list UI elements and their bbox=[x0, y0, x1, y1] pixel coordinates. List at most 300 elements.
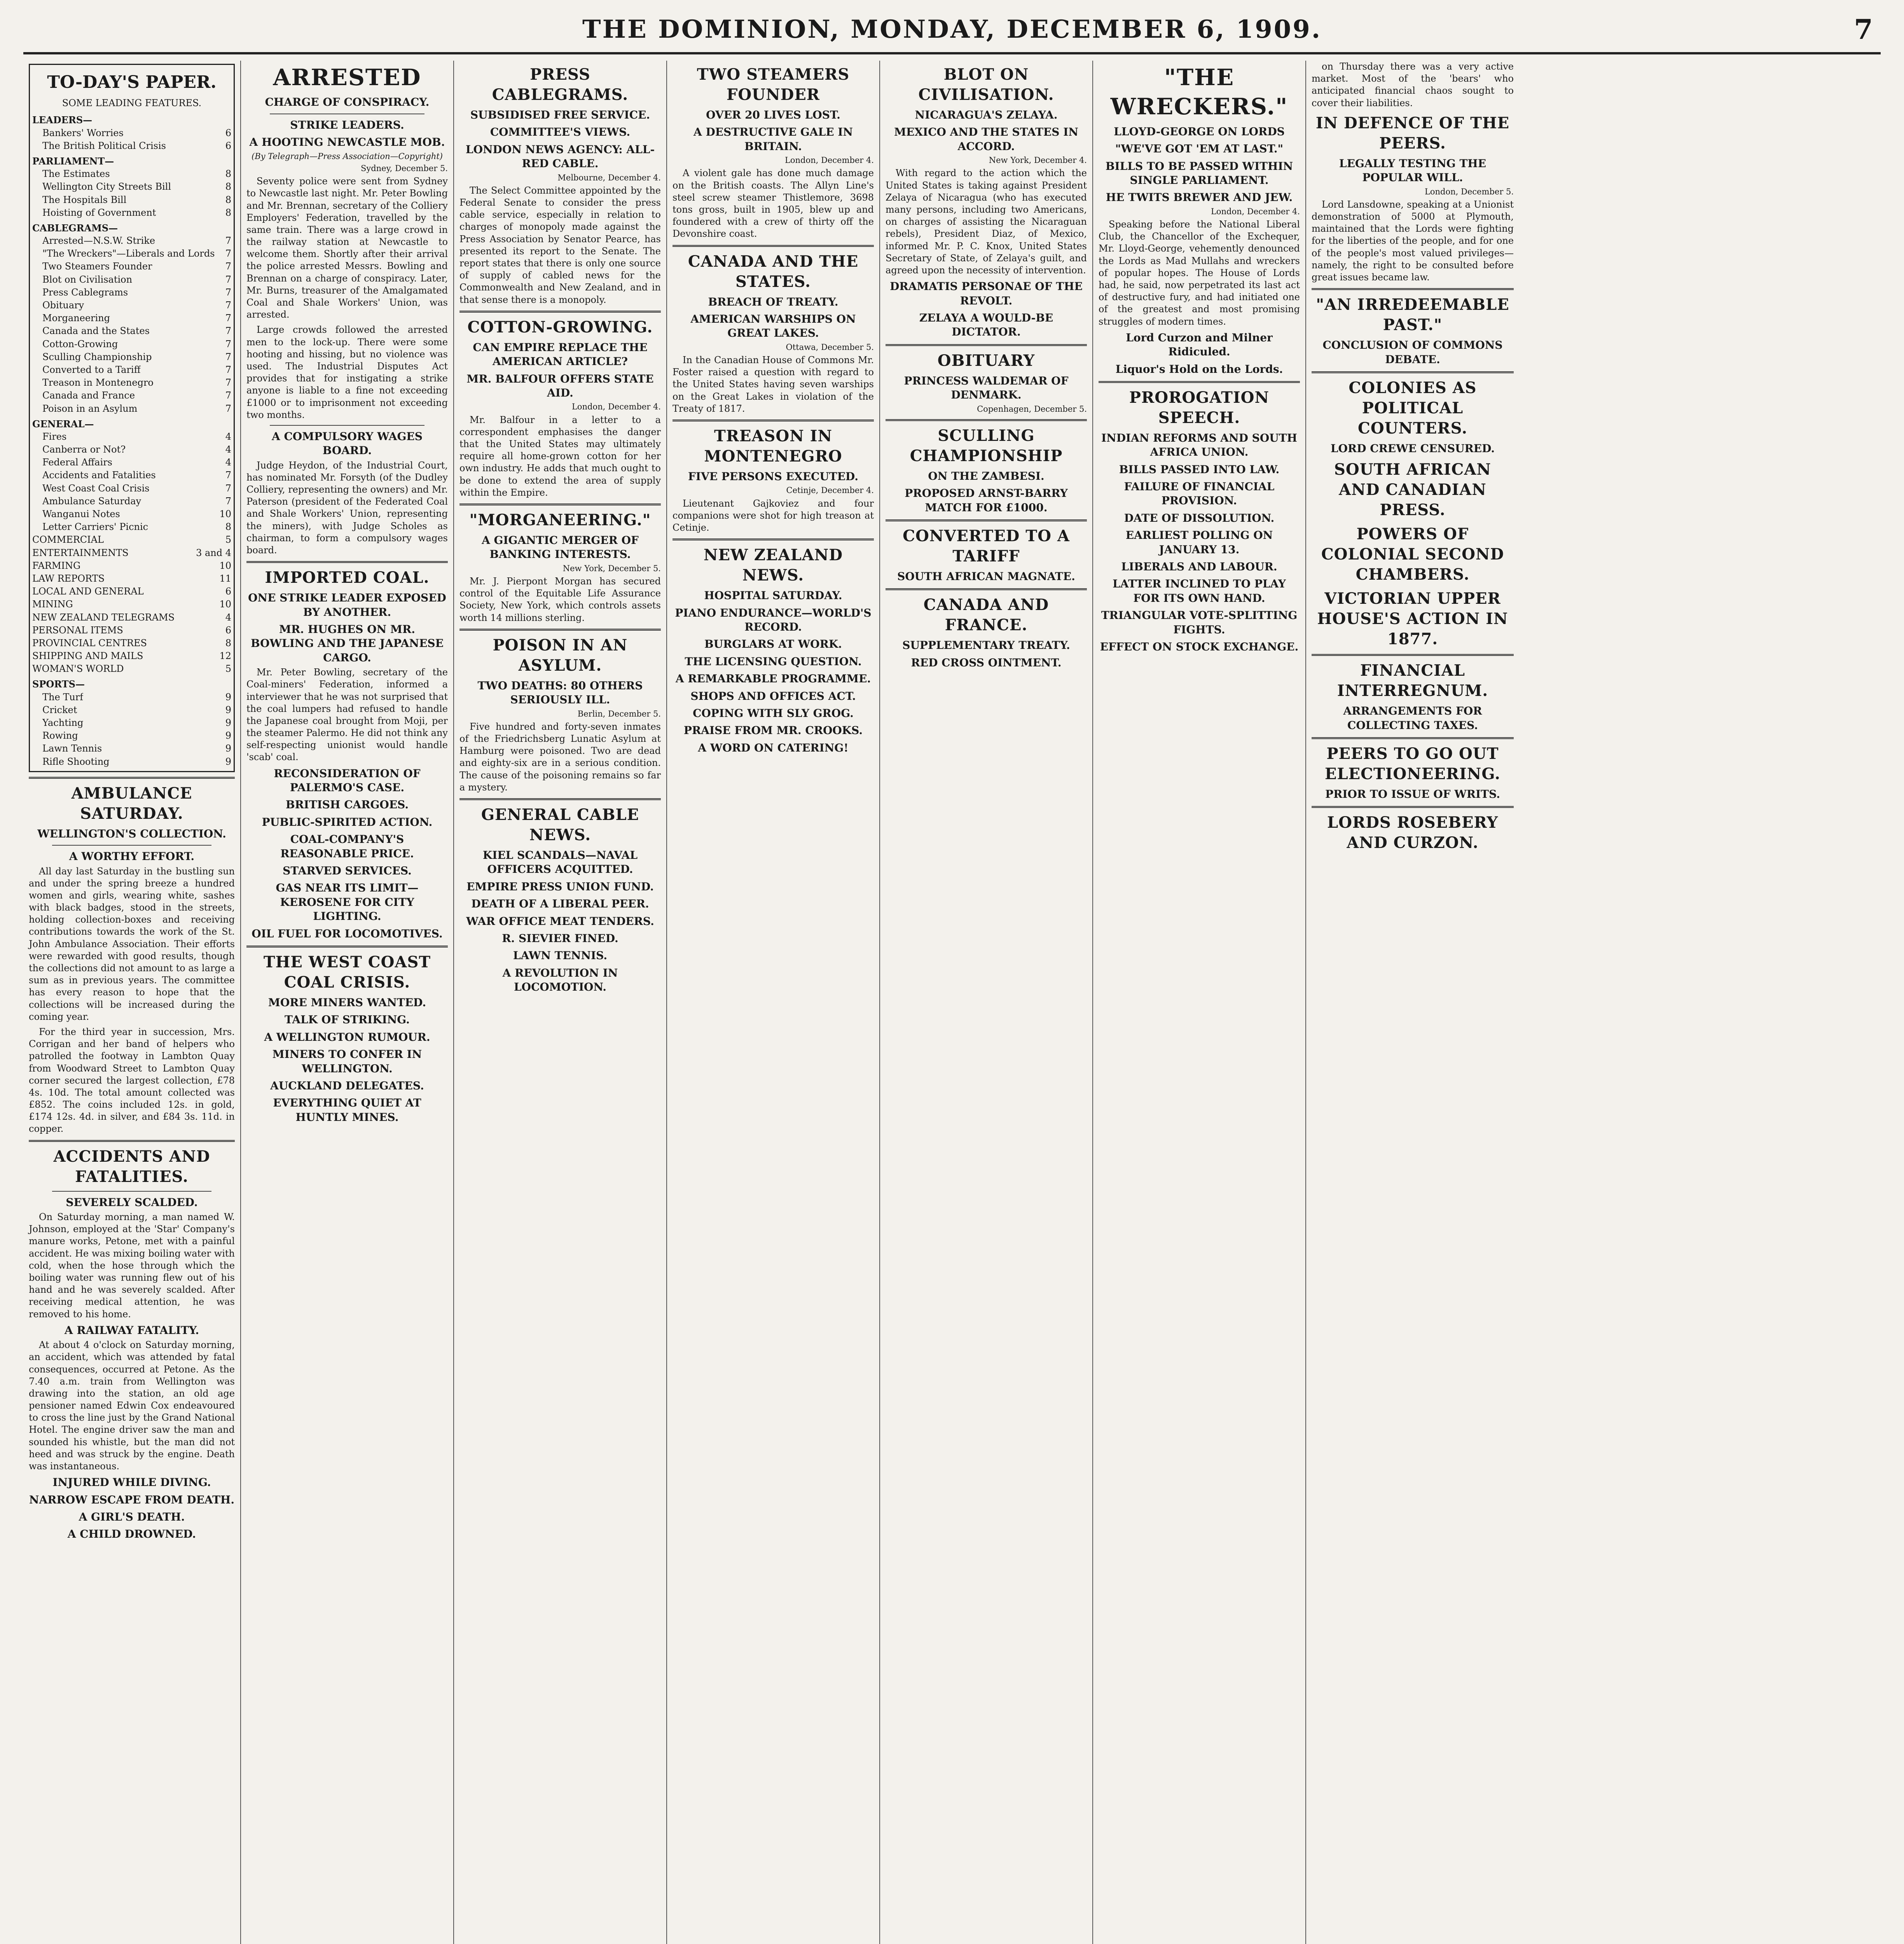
toc-item-page: 9 bbox=[225, 730, 231, 741]
toc-item-name: Poison in an Asylum bbox=[42, 403, 138, 414]
wages-board-subhead: A COMPULSORY WAGES BOARD. bbox=[272, 430, 423, 457]
arrested-subhead-2: STRIKE LEADERS. bbox=[290, 118, 404, 131]
toc-item-name: Wanganui Notes bbox=[42, 509, 120, 519]
toc-group-label: GENERAL— bbox=[32, 418, 94, 430]
accidents-subhead: SEVERELY SCALDED. bbox=[66, 1196, 198, 1209]
dateline: New York, December 5. bbox=[562, 563, 661, 573]
toc-item-name: Wellington City Streets Bill bbox=[42, 181, 171, 192]
toc-group-label: PARLIAMENT— bbox=[32, 155, 114, 167]
arrested-subhead-3: A HOOTING NEWCASTLE MOB. bbox=[249, 136, 445, 149]
zelaya-subhead: ZELAYA A WOULD-BE DICTATOR. bbox=[919, 311, 1053, 339]
wreckers-subhead-2: "WE'VE GOT 'EM AT LAST." bbox=[1115, 142, 1284, 156]
toc-item-name: Fires bbox=[42, 431, 67, 442]
toc-item-page: 8 bbox=[225, 521, 231, 533]
toc-row bbox=[32, 168, 231, 180]
dateline: London, December 5. bbox=[1424, 187, 1514, 196]
blot-subhead: NICARAGUA'S ZELAYA. bbox=[915, 108, 1058, 121]
toc-item-page: 10 bbox=[219, 509, 231, 519]
red-cross-subhead: RED CROSS OINTMENT. bbox=[911, 656, 1062, 669]
dissolution-subhead: DATE OF DISSOLUTION. bbox=[1124, 511, 1275, 524]
toc-item-name: Accidents and Fatalities bbox=[42, 470, 156, 481]
toc-item-page: 7 bbox=[225, 248, 231, 259]
wreckers-subhead-3: BILLS TO BE PASSED WITHIN SINGLE PARLIAMENT. bbox=[1105, 159, 1293, 187]
canada-states-headline: CANADA AND THE STATES. bbox=[688, 252, 859, 291]
toc-item-page: 8 bbox=[225, 207, 231, 218]
toc-row bbox=[32, 312, 231, 324]
column-3 bbox=[454, 61, 667, 1944]
divider bbox=[459, 629, 661, 631]
toc-row bbox=[32, 390, 231, 402]
kiel-subhead: KIEL SCANDALS—NAVAL OFFICERS ACQUITTED. bbox=[482, 848, 638, 876]
general-cable-headline: GENERAL CABLE NEWS. bbox=[481, 805, 639, 844]
montenegro-text: Lieutenant Gajkoviez and four companions were shot for high treason at Cetinje. bbox=[673, 498, 874, 533]
toc-item-page: 7 bbox=[225, 483, 231, 494]
toc-item-page: 10 bbox=[219, 599, 231, 610]
toc-item-page: 9 bbox=[225, 743, 231, 754]
sievier-subhead: R. SIEVIER FINED. bbox=[502, 932, 618, 945]
huntly-subhead: EVERYTHING QUIET AT HUNTLY MINES. bbox=[273, 1096, 421, 1124]
dramatis-subhead: DRAMATIS PERSONAE OF THE REVOLT. bbox=[890, 280, 1083, 307]
dateline: New York, December 4. bbox=[989, 156, 1087, 165]
own-hand-subhead: LATTER INCLINED TO PLAY FOR ITS OWN HAND. bbox=[1113, 577, 1286, 605]
catering-subhead: A WORD ON CATERING! bbox=[698, 741, 849, 754]
divider bbox=[886, 419, 1087, 421]
toc-item-name: FARMING bbox=[32, 560, 81, 571]
cotton-subhead-2: MR. BALFOUR OFFERS STATE AID. bbox=[466, 372, 654, 399]
toc-row bbox=[32, 235, 231, 247]
divider bbox=[459, 798, 661, 800]
divider bbox=[1312, 737, 1514, 739]
toc-item-page: 4 bbox=[225, 457, 231, 468]
british-cargoes-subhead: BRITISH CARGOES. bbox=[285, 798, 409, 811]
toc-item-page: 5 bbox=[225, 663, 231, 675]
imported-coal-text: Mr. Peter Bowling, secretary of the Coal-miners' Federation, informed a interviewer that he was not surprised that the coal lumpers had refused to handle the Japanese coal brought from Moji, per the steamer Palermo. He did not think any self-respecting unionist would handle 'scab' coal. bbox=[246, 667, 448, 763]
poison-text: Five hundred and forty-seven inmates of the Friedrichsberg Lunatic Asylum at Hamburg were poisoned. Two are dead and eighty-six are in a serious condition. The cause of the poisoning remains so far a mystery. bbox=[459, 721, 661, 793]
toc-row bbox=[32, 364, 231, 376]
dateline: Melbourne, December 4. bbox=[557, 173, 661, 182]
wreckers-headline: "THE WRECKERS." bbox=[1110, 64, 1288, 120]
morganeering-headline: "MORGANEERING." bbox=[469, 510, 651, 529]
financial-failure-subhead: FAILURE OF FINANCIAL PROVISION. bbox=[1124, 480, 1275, 507]
cotton-text: Mr. Balfour in a letter to a correspondent emphasises the danger that the United States may ultimately require all home-grown cotton for her own industry. He adds that much ought to be done to extend the area of supply within the Empire. bbox=[459, 414, 661, 498]
blot-subhead-2: MEXICO AND THE STATES IN ACCORD. bbox=[894, 126, 1078, 153]
imported-coal-subhead: ONE STRIKE LEADER EXPOSED BY ANOTHER. bbox=[248, 591, 446, 619]
sly-grog-subhead: COPING WITH SLY GROG. bbox=[693, 706, 854, 720]
toc-row bbox=[32, 338, 231, 350]
toc-item-name: MINING bbox=[32, 599, 73, 610]
steamers-subhead-2: A DESTRUCTIVE GALE IN BRITAIN. bbox=[693, 126, 853, 153]
rumour-subhead: A WELLINGTON RUMOUR. bbox=[264, 1030, 430, 1044]
toc-item-name: COMMERCIAL bbox=[32, 534, 104, 545]
column-7 bbox=[1306, 61, 1519, 1944]
toc-row bbox=[32, 181, 231, 193]
curzon-subhead: Lord Curzon and Milner Ridiculed. bbox=[1126, 331, 1273, 358]
toc-item-page: 8 bbox=[225, 637, 231, 649]
toc-item-page: 7 bbox=[225, 313, 231, 324]
canada-france-subhead: SUPPLEMENTARY TREATY. bbox=[902, 639, 1070, 652]
toc-row bbox=[32, 248, 231, 260]
dateline: Berlin, December 5. bbox=[577, 709, 661, 719]
arrested-headline: ARRESTED bbox=[273, 64, 421, 91]
triangular-subhead: TRIANGULAR VOTE-SPLITTING FIGHTS. bbox=[1101, 609, 1298, 636]
accidents-subhead-6: A CHILD DROWNED. bbox=[67, 1528, 196, 1541]
ambulance-headline: AMBULANCE SATURDAY. bbox=[71, 784, 192, 823]
imported-coal-headline: IMPORTED COAL. bbox=[265, 568, 430, 587]
toc-item-name: Morganeering bbox=[42, 313, 110, 324]
piano-subhead: PIANO ENDURANCE—WORLD'S RECORD. bbox=[675, 606, 872, 634]
toc-item-page: 7 bbox=[225, 300, 231, 311]
toc-item-page: 12 bbox=[219, 650, 231, 662]
sa-press-headline: SOUTH AFRICAN AND CANADIAN PRESS. bbox=[1334, 460, 1491, 519]
toc-row bbox=[32, 756, 231, 768]
ambulance-subhead-2: A WORTHY EFFORT. bbox=[69, 850, 195, 863]
accidents-text: On Saturday morning, a man named W. Johnson, employed at the 'Star' Company's manure works, Petone, met with a painful accident. He was mixing boiling water with cold, when the hose through which the boiling water was running flew out of his hand and he was severely scalded. After receiving medical attention, he was removed to his home. bbox=[29, 1212, 235, 1320]
toc-item-name: Press Cablegrams bbox=[42, 287, 128, 298]
toc-item-page: 5 bbox=[225, 534, 231, 545]
masthead bbox=[23, 12, 1881, 54]
masthead-title: THE DOMINION, MONDAY, DECEMBER 6, 1909. bbox=[582, 14, 1322, 44]
accidents-headline: ACCIDENTS AND FATALITIES. bbox=[53, 1147, 210, 1186]
divider bbox=[246, 561, 448, 563]
tariff-subhead: SOUTH AFRICAN MAGNATE. bbox=[897, 570, 1075, 583]
press-cablegrams-headline: PRESS CABLEGRAMS. bbox=[492, 65, 629, 104]
nz-news-headline: NEW ZEALAND NEWS. bbox=[703, 546, 843, 585]
columns bbox=[23, 61, 1881, 1944]
toc-row bbox=[32, 624, 231, 636]
column-2 bbox=[241, 61, 454, 1944]
victorian-headline: VICTORIAN UPPER HOUSE'S ACTION IN 1877. bbox=[1317, 589, 1508, 649]
toc-row bbox=[32, 325, 231, 337]
public-spirited-subhead: PUBLIC-SPIRITED ACTION. bbox=[262, 815, 433, 829]
divider bbox=[1312, 288, 1514, 290]
toc-item-name: Canada and France bbox=[42, 390, 135, 401]
toc-item-page: 9 bbox=[225, 691, 231, 703]
divider bbox=[1312, 654, 1514, 656]
divider bbox=[1312, 806, 1514, 808]
taxes-subhead: ARRANGEMENTS FOR COLLECTING TAXES. bbox=[1343, 705, 1482, 732]
toc-item-name: Canberra or Not? bbox=[42, 444, 126, 455]
wages-board-text: Judge Heydon, of the Industrial Court, has nominated Mr. Forsyth (of the Dudley Colliery, representing the owners) and Mr. Paterson (president of the Federated Coal and Shale Workers' Union, representing the miners), with Judge Scholes as chairman, to form a compulsory wages board. bbox=[246, 460, 448, 556]
toc-item-name: Rifle Shooting bbox=[42, 756, 110, 767]
toc-item-page: 6 bbox=[225, 624, 231, 636]
wreckers-subhead: LLOYD-GEORGE ON LORDS bbox=[1114, 125, 1285, 138]
second-chambers-headline: POWERS OF COLONIAL SECOND CHAMBERS. bbox=[1321, 525, 1504, 584]
arrested-text: Seventy police were sent from Sydney to Newcastle last night. Mr. Peter Bowling and Mr. Brennan, secretary of the Colliery Employers' Federation, travelled by the same train. There was a large crowd in the railway station at Newcastle to welcome them. Shortly after their arrival the police arrested Messrs. Bowling and Brennan on a charge of conspiracy. Later, Mr. Burns, treasurer of the Amalgamated Coal and Shale Workers' Union, was arrested. bbox=[246, 176, 448, 320]
toc-item-page: 8 bbox=[225, 168, 231, 180]
montenegro-headline: TREASON IN MONTENEGRO bbox=[704, 427, 842, 465]
column-6 bbox=[1093, 61, 1306, 1944]
credit-line: (By Telegraph—Press Association—Copyright) bbox=[252, 151, 443, 161]
poison-headline: POISON IN AN ASYLUM. bbox=[493, 636, 628, 675]
toc-item-name: Lawn Tennis bbox=[42, 743, 102, 754]
talk-striking-subhead: TALK OF STRIKING. bbox=[285, 1013, 410, 1026]
toc-group-label: SPORTS— bbox=[32, 678, 85, 690]
toc-row bbox=[32, 743, 231, 755]
palermo-subhead: RECONSIDERATION OF PALERMO'S CASE. bbox=[274, 767, 421, 794]
toc-item-page: 7 bbox=[225, 287, 231, 298]
toc-item-page: 7 bbox=[225, 235, 231, 246]
column-5 bbox=[880, 61, 1093, 1944]
poison-subhead: TWO DEATHS: 80 OTHERS SERIOUSLY ILL. bbox=[477, 679, 643, 706]
toc-item-page: 7 bbox=[225, 470, 231, 481]
toc-row bbox=[32, 704, 231, 716]
continued-text: on Thursday there was a very active market. Most of the 'bears' who anticipated financial chaos sought to cover their liabilities. bbox=[1312, 61, 1514, 108]
wreckers-text: Speaking before the National Liberal Club, the Chancellor of the Exchequer, Mr. Lloyd-George, vehemently denounced the Lords as Mad Mullahs and wreckers of popular hopes. The House of Lords had, he said, now perpetrated its last act of destructive fury, and had initiated one of the greatest and most promising struggles of modern times. bbox=[1099, 219, 1300, 327]
morganeering-text: Mr. J. Pierpont Morgan has secured control of the Equitable Life Assurance Society, New York, which controls assets worth 14 millions sterling. bbox=[459, 575, 661, 623]
column-1 bbox=[23, 61, 241, 1944]
toc-item-page: 7 bbox=[225, 325, 231, 337]
press-subhead-2: COMMITTEE'S VIEWS. bbox=[490, 126, 631, 139]
toc-item-page: 8 bbox=[225, 194, 231, 205]
liberals-labour-subhead: LIBERALS AND LABOUR. bbox=[1121, 560, 1277, 573]
defence-peers-headline: IN DEFENCE OF THE PEERS. bbox=[1315, 114, 1510, 152]
liquor-subhead: Liquor's Hold on the Lords. bbox=[1115, 362, 1283, 376]
prorogation-headline: PROROGATION SPEECH. bbox=[1129, 388, 1270, 427]
toc-row bbox=[32, 586, 231, 598]
toc-row bbox=[32, 194, 231, 206]
toc-group-label: CABLEGRAMS— bbox=[32, 222, 118, 234]
colonies-headline: COLONIES AS POLITICAL COUNTERS. bbox=[1349, 378, 1477, 437]
morganeering-subhead: A GIGANTIC MERGER OF BANKING INTERESTS. bbox=[482, 533, 639, 561]
meat-tenders-subhead: WAR OFFICE MEAT TENDERS. bbox=[466, 914, 654, 928]
blot-text: With regard to the action which the United States is taking against President Zelaya of Nicaragua (who has executed many persons, including two Americans, on charges of assisting the Nicaraguan rebels), President Diaz, of Mexico, informed Mr. P. C. Knox, United States Secretary of State, of Zelaya's guilt, and agreed upon the necessity of intervention. bbox=[886, 168, 1087, 276]
toc-item-page: 7 bbox=[225, 261, 231, 272]
bills-passed-subhead: BILLS PASSED INTO LAW. bbox=[1119, 463, 1280, 476]
dateline: London, December 4. bbox=[1211, 206, 1300, 216]
steamers-text: A violent gale has done much damage on the British coasts. The Allyn Line's steel screw steamer Thistlemore, 3698 tons gross, built in 1905, blew up and foundered with a crew of thirty off the Devonshire coast. bbox=[673, 168, 874, 240]
toc-item-page: 7 bbox=[225, 377, 231, 388]
toc-item-name: The Hospitals Bill bbox=[42, 194, 127, 205]
toc-item-name: Converted to a Tariff bbox=[42, 364, 141, 375]
toc-item-page: 7 bbox=[225, 495, 231, 507]
todays-paper-subtitle: SOME LEADING FEATURES. bbox=[62, 98, 202, 109]
column-4 bbox=[667, 61, 880, 1944]
toc-item-name: Obituary bbox=[42, 300, 84, 311]
arrested-text-2: Large crowds followed the arrested men to the lock-up. There were some hooting and hissing, but no violence was used. The Industrial Disputes Act provides that for instigating a strike anyone is liable to a fine not exceeding £1000 or to imprisonment not exceeding two months. bbox=[246, 324, 448, 420]
toc-row bbox=[32, 534, 231, 546]
toc-item-page: 4 bbox=[225, 612, 231, 623]
montenegro-subhead: FIVE PERSONS EXECUTED. bbox=[688, 470, 858, 483]
toc-item-page: 6 bbox=[225, 140, 231, 151]
toc-row bbox=[32, 612, 231, 624]
ambulance-subhead: WELLINGTON'S COLLECTION. bbox=[37, 827, 226, 840]
licensing-subhead: THE LICENSING QUESTION. bbox=[685, 655, 862, 668]
toc-row bbox=[32, 274, 231, 286]
toc-item-name: The Turf bbox=[42, 691, 84, 703]
toc-item-page: 6 bbox=[225, 586, 231, 597]
toc-item-page: 7 bbox=[225, 403, 231, 414]
divider bbox=[886, 519, 1087, 521]
writs-subhead: PRIOR TO ISSUE OF WRITS. bbox=[1325, 788, 1500, 801]
steamers-subhead: OVER 20 LIVES LOST. bbox=[706, 108, 840, 121]
commons-debate-subhead: CONCLUSION OF COMMONS DEBATE. bbox=[1322, 339, 1503, 366]
lawn-tennis-subhead: LAWN TENNIS. bbox=[513, 949, 608, 962]
toc-row bbox=[32, 508, 231, 520]
toc-item-name: Letter Carriers' Picnic bbox=[42, 521, 148, 533]
toc-row bbox=[32, 483, 231, 495]
toc-row bbox=[32, 560, 231, 572]
obituary-subhead: PRINCESS WALDEMAR OF DENMARK. bbox=[904, 374, 1069, 402]
toc-item-page: 9 bbox=[225, 756, 231, 767]
rule bbox=[52, 845, 211, 846]
toc-item-name: The British Political Crisis bbox=[42, 140, 166, 151]
toc-row bbox=[32, 663, 231, 675]
toc-item-name: Two Steamers Founder bbox=[42, 261, 152, 272]
wreckers-subhead-4: HE TWITS BREWER AND JEW. bbox=[1106, 191, 1293, 204]
toc-item-name: LAW REPORTS bbox=[32, 573, 105, 584]
press-text: The Select Committee appointed by the Federal Senate to consider the press cable service, especially in relation to charges of monopoly made against the Press Association by Senator Pearce, has presented its report to the Senate. The report states that there is only one source of supply of cabled news for the Commonwealth and New Zealand, and in that sense there is a monopoly. bbox=[459, 185, 661, 305]
toc-row bbox=[32, 299, 231, 311]
toc-item-page: 7 bbox=[225, 274, 231, 285]
crewe-subhead: LORD CREWE CENSURED. bbox=[1330, 442, 1495, 455]
toc-row bbox=[32, 127, 231, 139]
toc-item-page: 9 bbox=[225, 704, 231, 715]
toc-item-name: LOCAL AND GENERAL bbox=[32, 586, 144, 597]
divider bbox=[459, 503, 661, 505]
toc-item-name: Hoisting of Government bbox=[42, 207, 156, 218]
divider bbox=[886, 344, 1087, 346]
divider bbox=[1099, 381, 1300, 383]
toc-item-name: Treason in Montenegro bbox=[42, 377, 154, 388]
rosebery-curzon-headline: LORDS ROSEBERY AND CURZON. bbox=[1327, 813, 1499, 852]
canada-subhead: BREACH OF TREATY. bbox=[708, 295, 838, 308]
crooks-subhead: PRAISE FROM MR. CROOKS. bbox=[683, 724, 863, 737]
interregnum-headline: FINANCIAL INTERREGNUM. bbox=[1337, 661, 1488, 700]
divider bbox=[673, 538, 874, 540]
rule bbox=[270, 425, 424, 426]
todays-paper-box bbox=[29, 64, 235, 772]
toc-row bbox=[32, 521, 231, 533]
toc-row bbox=[32, 456, 231, 469]
press-union-subhead: EMPIRE PRESS UNION FUND. bbox=[466, 880, 654, 893]
rule bbox=[52, 1191, 211, 1192]
canada-text: In the Canadian House of Commons Mr. Foster raised a question with regard to the United States having seven warships on the Great Lakes in violation of the Treaty of 1817. bbox=[673, 355, 874, 414]
divider bbox=[246, 946, 448, 948]
toc-row bbox=[32, 207, 231, 219]
press-subhead: SUBSIDISED FREE SERVICE. bbox=[470, 108, 650, 121]
toc-row bbox=[32, 431, 231, 443]
gas-subhead: GAS NEAR ITS LIMIT—KEROSENE FOR CITY LIGHTING. bbox=[276, 881, 419, 923]
toc-item-name: WOMAN'S WORLD bbox=[32, 663, 124, 675]
toc-list bbox=[32, 114, 231, 767]
toc-row bbox=[32, 403, 231, 415]
toc-item-page: 11 bbox=[219, 573, 231, 584]
electioneering-headline: PEERS TO GO OUT ELECTIONEERING. bbox=[1325, 745, 1500, 783]
toc-row bbox=[32, 650, 231, 662]
hospital-subhead: HOSPITAL SATURDAY. bbox=[704, 589, 842, 602]
toc-row bbox=[32, 547, 231, 559]
sculling-subhead-2: PROPOSED ARNST-BARRY MATCH FOR £1000. bbox=[905, 487, 1068, 514]
divider bbox=[886, 588, 1087, 590]
stock-exchange-subhead: EFFECT ON STOCK EXCHANGE. bbox=[1100, 640, 1299, 653]
toc-item-name: Cotton-Growing bbox=[42, 338, 118, 350]
toc-row bbox=[32, 469, 231, 481]
locomotion-subhead: A REVOLUTION IN LOCOMOTION. bbox=[502, 966, 618, 994]
toc-item-name: Ambulance Saturday bbox=[42, 495, 141, 507]
toc-item-name: Sculling Championship bbox=[42, 351, 152, 362]
page-number: 7 bbox=[1854, 13, 1873, 45]
toc-item-page: 7 bbox=[225, 364, 231, 375]
dateline: London, December 4. bbox=[784, 156, 874, 165]
dateline: Copenhagen, December 5. bbox=[977, 404, 1087, 414]
divider bbox=[673, 245, 874, 247]
oil-fuel-subhead: OIL FUEL FOR LOCOMOTIVES. bbox=[252, 927, 443, 940]
toc-group-label: LEADERS— bbox=[32, 114, 93, 126]
toc-row bbox=[32, 287, 231, 299]
miners-confer-subhead: MINERS TO CONFER IN WELLINGTON. bbox=[272, 1048, 422, 1075]
arrested-subhead: CHARGE OF CONSPIRACY. bbox=[265, 96, 430, 109]
toc-item-page: 3 and 4 bbox=[196, 547, 231, 558]
auckland-delegates-subhead: AUCKLAND DELEGATES. bbox=[270, 1079, 424, 1092]
toc-item-page: 10 bbox=[219, 560, 231, 571]
programme-subhead: A REMARKABLE PROGRAMME. bbox=[675, 672, 871, 685]
canada-france-headline: CANADA AND FRANCE. bbox=[923, 596, 1049, 635]
toc-row bbox=[32, 495, 231, 507]
press-subhead-3: LONDON NEWS AGENCY: ALL-RED CABLE. bbox=[465, 143, 655, 170]
toc-item-name: NEW ZEALAND TELEGRAMS bbox=[32, 612, 175, 623]
divider bbox=[459, 311, 661, 313]
toc-item-name: Yachting bbox=[42, 717, 84, 728]
toc-item-name: Cricket bbox=[42, 704, 77, 715]
sculling-subhead: ON THE ZAMBESI. bbox=[928, 469, 1045, 483]
accidents-text-2: At about 4 o'clock on Saturday morning, an accident, which was attended by fatal consequences, occurred at Petone. As the 7.40 a.m. train from Wellington was drawing into the station, an old age pensioner named Edwin Cox endeavoured to cross the line just by the Grand National Hotel. The engine driver saw the man and sounded his whistle, but the man did not heed and was struck by the engine. Death was instantaneous. bbox=[29, 1339, 235, 1472]
steamers-headline: TWO STEAMERS FOUNDER bbox=[697, 65, 850, 104]
toc-row bbox=[32, 717, 231, 729]
toc-item-name: Federal Affairs bbox=[42, 457, 112, 468]
divider bbox=[1312, 371, 1514, 373]
irredeemable-headline: "AN IRREDEEMABLE PAST." bbox=[1316, 295, 1509, 334]
accidents-subhead-3: INJURED WHILE DIVING. bbox=[52, 1476, 211, 1489]
toc-item-name: Blot on Civilisation bbox=[42, 274, 133, 285]
todays-paper-title: TO-DAY'S PAPER. bbox=[47, 72, 217, 92]
cotton-subhead: CAN EMPIRE REPLACE THE AMERICAN ARTICLE? bbox=[473, 341, 648, 368]
shops-subhead: SHOPS AND OFFICES ACT. bbox=[690, 689, 856, 703]
accidents-subhead-2: A RAILWAY FATALITY. bbox=[64, 1323, 199, 1337]
tariff-headline: CONVERTED TO A TARIFF bbox=[903, 526, 1070, 565]
dateline: Cetinje, December 4. bbox=[786, 486, 874, 495]
toc-row bbox=[32, 260, 231, 273]
toc-item-name: PERSONAL ITEMS bbox=[32, 624, 123, 636]
toc-row bbox=[32, 598, 231, 610]
toc-item-name: ENTERTAINMENTS bbox=[32, 547, 129, 558]
toc-row bbox=[32, 140, 231, 152]
toc-row bbox=[32, 351, 231, 363]
divider bbox=[673, 420, 874, 421]
toc-row bbox=[32, 637, 231, 649]
toc-row bbox=[32, 691, 231, 703]
toc-item-page: 7 bbox=[225, 390, 231, 401]
west-coast-headline: THE WEST COAST COAL CRISIS. bbox=[263, 953, 431, 991]
toc-item-page: 7 bbox=[225, 338, 231, 350]
cotton-headline: COTTON-GROWING. bbox=[467, 318, 653, 336]
toc-item-name: Arrested—N.S.W. Strike bbox=[42, 235, 155, 246]
toc-item-page: 9 bbox=[225, 717, 231, 728]
toc-item-name: SHIPPING AND MAILS bbox=[32, 650, 143, 662]
coal-price-subhead: COAL-COMPANY'S REASONABLE PRICE. bbox=[280, 833, 414, 860]
burglars-subhead: BURGLARS AT WORK. bbox=[704, 638, 842, 651]
polling-subhead: EARLIEST POLLING ON JANUARY 13. bbox=[1125, 529, 1273, 556]
toc-item-page: 4 bbox=[225, 431, 231, 442]
toc-item-page: 6 bbox=[225, 127, 231, 138]
dateline: Sydney, December 5. bbox=[360, 163, 448, 173]
accidents-subhead-4: NARROW ESCAPE FROM DEATH. bbox=[29, 1493, 235, 1506]
toc-item-name: Canada and the States bbox=[42, 325, 150, 337]
toc-item-name: West Coast Coal Crisis bbox=[42, 483, 150, 494]
ambulance-text: All day last Saturday in the bustling sun and under the spring breeze a hundred women and girls, wearing white, sashes with black badges, stood in the streets, holding collection-boxes and receiving contributions towards the work of the St. John Ambulance Association. Their efforts were rewarded with good results, though the collections did not amount to as large a sum as in previous years. The committee has every reason to hope that the collections will be increased during the coming year. bbox=[29, 865, 235, 1022]
ambulance-text-2: For the third year in succession, Mrs. Corrigan and her band of helpers who patrolled the footway in Lambton Quay from Woodward Street to Lambton Quay corner secured the largest collection, £78 4s. 10d. The total amount collected was £852. The coins included 12s. in gold, £174 12s. 4d. in silver, and £84 3s. 11d. in copper. bbox=[29, 1026, 235, 1135]
indian-reforms-subhead: INDIAN REFORMS AND SOUTH AFRICA UNION. bbox=[1101, 431, 1297, 459]
toc-item-name: PROVINCIAL CENTRES bbox=[32, 637, 147, 649]
